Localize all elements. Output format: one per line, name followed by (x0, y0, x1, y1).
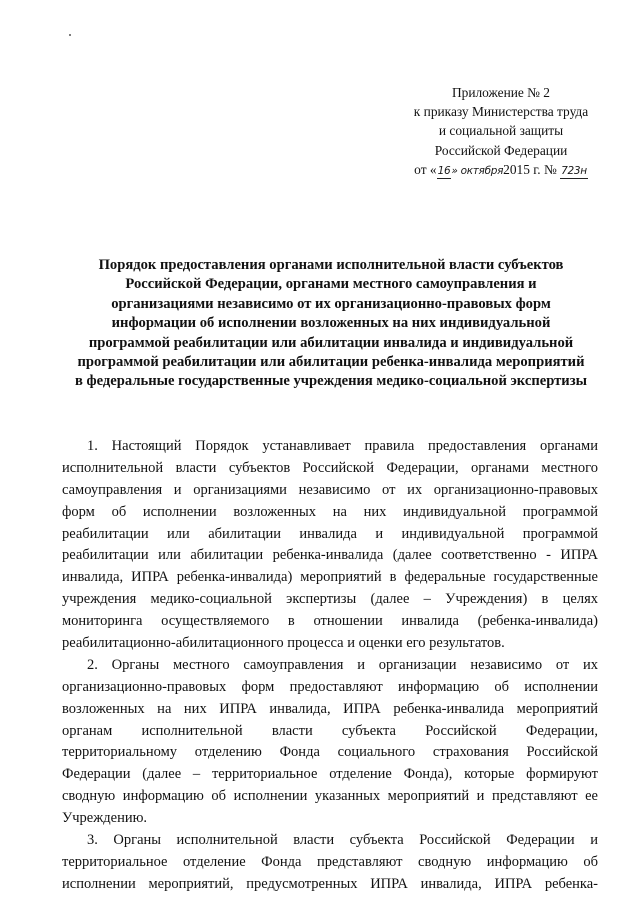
title-line: Порядок предоставления органами исполнительной власти субъектов (98, 257, 564, 273)
paragraph-1-line: форм об исполнении возложенных на них индивидуальной программой (62, 503, 598, 520)
title-line: программой реабилитации или абилитации инвалида и индивидуальной (88, 334, 574, 351)
paragraph-1-line: реабилитации или абилитации ребенка-инвалида (далее соответственно - ИПРА (62, 547, 598, 564)
appendix-order-ref: к приказу Министерства труда (413, 104, 589, 120)
document-title (56, 256, 606, 392)
order-year: 2015 г. № (503, 161, 557, 177)
document-body (62, 436, 598, 896)
paragraph-2-line: 2. Органы местного самоуправления и организации независимо от их (87, 656, 598, 673)
paragraph-1-line: исполнительной власти субъектов Российской Федерации, органами местного (62, 459, 598, 476)
paragraph-3-line: исполнении мероприятий, предусмотренных ИПРА инвалида, ИПРА ребенка- (62, 875, 598, 892)
paragraph-1-line: реабилитации или абилитации инвалида и индивидуальной программой (62, 525, 598, 542)
paragraph-1-line: самоуправления и организациями независимо от их организационно-правовых (62, 481, 598, 498)
title-line: информации об исполнении возложенных на них индивидуальной (111, 315, 551, 332)
order-date-line (360, 160, 640, 181)
paragraph-1-line: учреждения медико-социальной экспертизы (далее – Учреждения) в целях (62, 591, 598, 608)
paragraph-2-line: возложенных на них ИПРА инвалида, ИПРА ребенка-инвалида мероприятий (62, 700, 598, 717)
title-line: в федеральные государственные учреждения медико-социальной экспертизы (75, 373, 587, 390)
paragraph-2-line: Федерации (далее – территориальное отделение Фонда), которые формируют (62, 766, 598, 783)
appendix-header (360, 83, 640, 181)
order-number-handwritten: 723н (561, 164, 587, 177)
appendix-number: Приложение № 2 (451, 85, 551, 100)
order-day-handwritten: 16 (437, 164, 451, 177)
paragraph-3-line: 3. Органы исполнительной власти субъекта Российской Федерации и (87, 832, 598, 849)
paragraph-1-line: инвалида, ИПРА ребенка-инвалида) мероприятий в федеральные государственные (62, 569, 598, 586)
paragraph-3-line: территориальное отделение Фонда представляют сводную информацию об (62, 853, 598, 870)
paragraph-2-line: организационно-правовых форм предоставляют информацию об исполнении (62, 678, 598, 695)
title-line: Российской Федерации, органами местного самоуправления и (125, 276, 537, 293)
order-prefix: от « (414, 161, 437, 177)
paragraph-2-line: Учреждению. (62, 810, 148, 827)
title-line: программой реабилитации или абилитации ребенка-инвалида мероприятий (77, 354, 585, 371)
order-month-handwritten: » октября (451, 164, 504, 177)
paragraph-1-line: 1. Настоящий Порядок устанавливает правила предоставления органами (87, 438, 598, 454)
paragraph-1-line: мониторинга осуществляемого в отношении инвалида (ребенка-инвалида) (62, 613, 598, 630)
paragraph-2-line: органам исполнительной власти субъекта Российской Федерации, (62, 722, 598, 739)
paragraph-2-line: сводную информацию об исполнении указанных мероприятий и представляют ее (62, 788, 598, 805)
appendix-ministry: и социальной защиты (438, 123, 564, 139)
appendix-country: Российской Федерации (434, 142, 568, 158)
scan-speck (69, 34, 71, 36)
paragraph-2-line: территориальному отделению Фонда социального страхования Российской (62, 744, 598, 761)
title-line: организациями независимо от их организационно-правовых форм (111, 295, 551, 312)
paragraph-1-line: реабилитационно-абилитационного процесса и оценки его результатов. (62, 635, 505, 652)
